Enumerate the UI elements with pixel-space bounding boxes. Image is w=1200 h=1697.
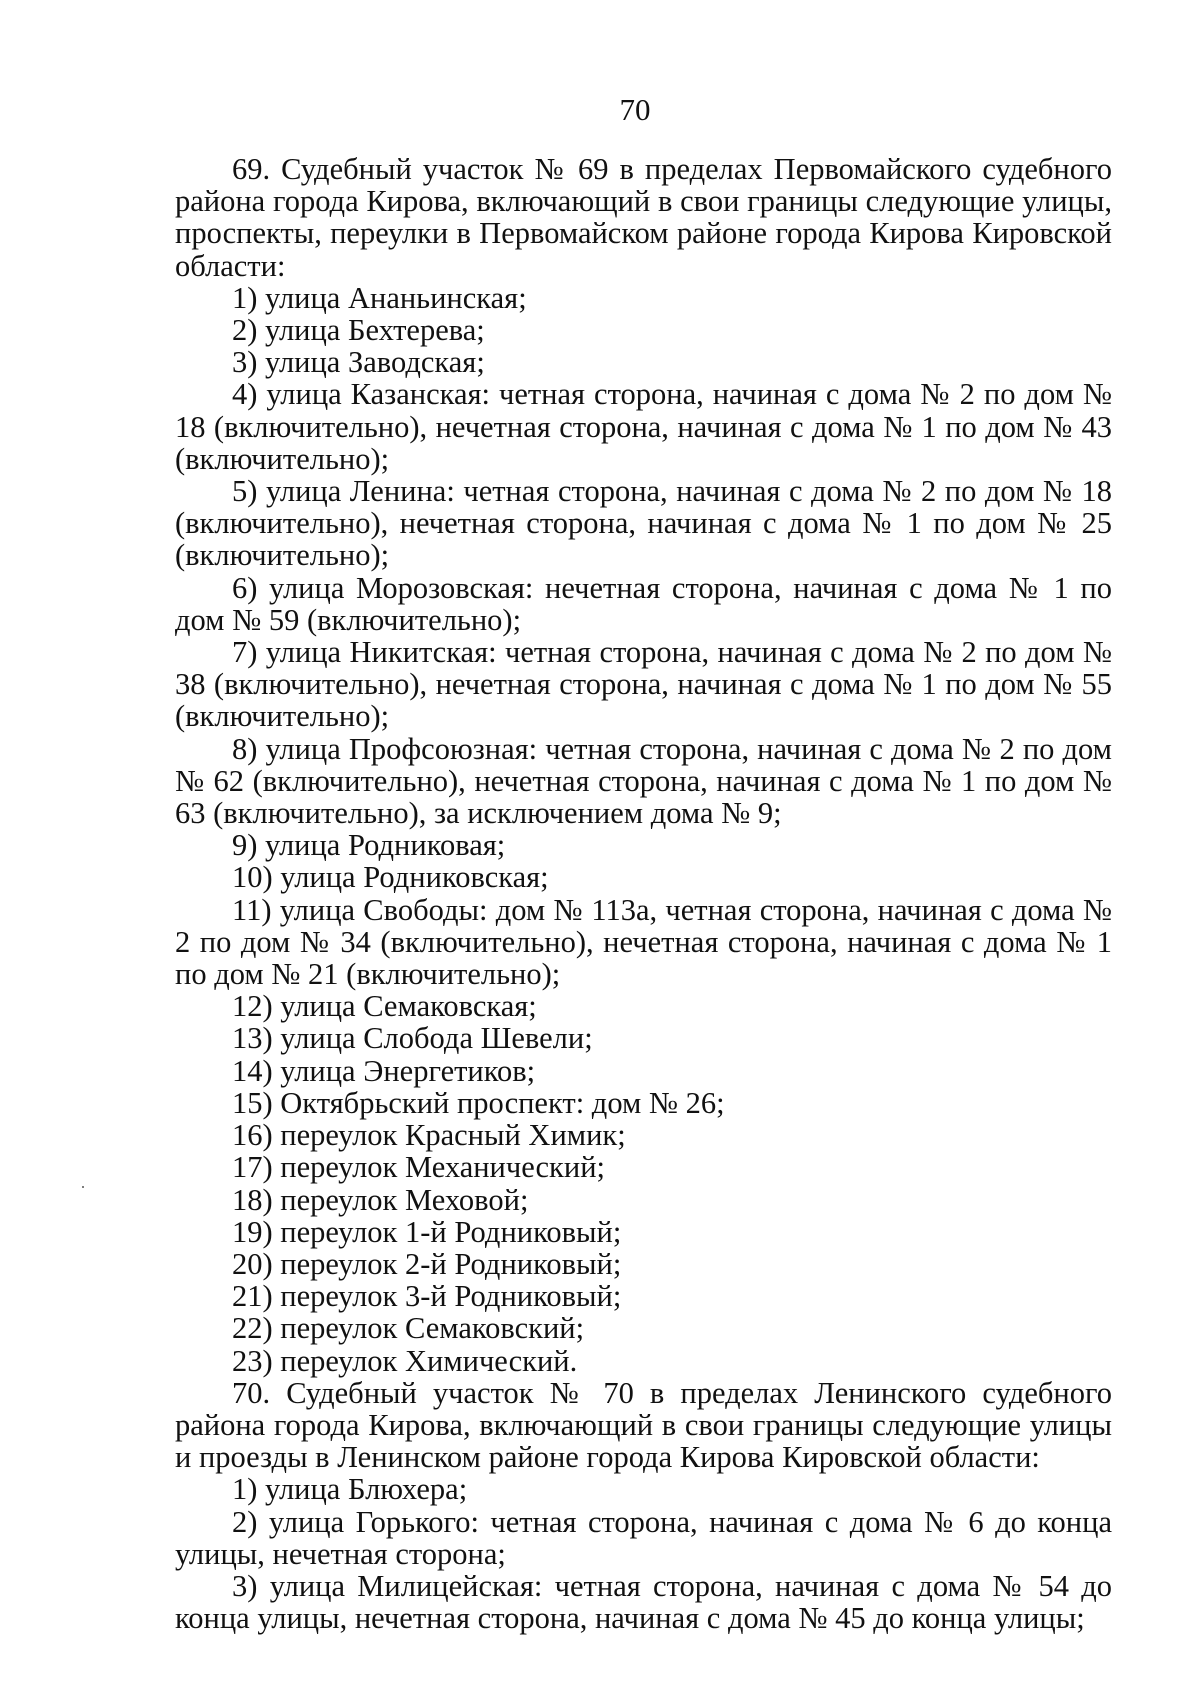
list-item: 3) улица Милицейская: четная сторона, начиная с дома № 54 до конца улицы, нечетная сторона, начиная с дома № 45 до конца улицы;	[175, 1568, 1112, 1636]
list-item: 9) улица Родниковая;	[232, 828, 506, 863]
list-item: 14) улица Энергетиков;	[232, 1053, 536, 1088]
scan-speck	[82, 1186, 84, 1188]
list-item: 12) улица Семаковская;	[232, 989, 537, 1024]
list-item: 13) улица Слобода Шевели;	[232, 1021, 593, 1056]
list-item: 10) улица Родниковская;	[232, 860, 549, 895]
list-item: 2) улица Горького: четная сторона, начиная с дома № 6 до конца улицы, нечетная сторона;	[175, 1504, 1112, 1571]
section-70-intro: 70. Судебный участок № 70 в пределах Ленинского судебного района города Кирова, включающий в свои границы следующие улицы и проезды в Ленинском районе города Кирова Кировской области:	[175, 1375, 1112, 1475]
list-item: 17) переулок Механический;	[232, 1150, 605, 1185]
list-item: 7) улица Никитская: четная сторона, начиная с дома № 2 по дом № 38 (включительно), нечетная сторона, начиная с дома № 1 по дом № 55 (включительно);	[175, 635, 1112, 734]
list-item: 6) улица Морозовская: нечетная сторона, начиная с дома № 1 по дом № 59 (включительно);	[175, 570, 1112, 637]
list-item: 20) переулок 2-й Родниковый;	[232, 1246, 622, 1281]
list-item: 19) переулок 1-й Родниковый;	[232, 1214, 622, 1249]
list-item: 4) улица Казанская: четная сторона, начиная с дома № 2 по дом № 18 (включительно), нечетная сторона, начиная с дома № 1 по дом № 43 (включительно);	[175, 377, 1112, 476]
list-item: 23) переулок Химический.	[232, 1343, 578, 1378]
section-69-intro: 69. Судебный участок № 69 в пределах Первомайского судебного района города Кирова, включающий в свои границы следующие улицы, проспекты, переулки в Первомайском районе города Кирова Кировской области:	[175, 152, 1112, 283]
list-item: 16) переулок Красный Химик;	[232, 1118, 626, 1153]
list-item: 1) улица Блюхера;	[232, 1472, 468, 1507]
list-item: 18) переулок Меховой;	[232, 1182, 529, 1217]
list-item: 8) улица Профсоюзная: четная сторона, начиная с дома № 2 по дом № 62 (включительно), нечетная сторона, начиная с дома № 1 по дом № 63 (включительно), за исключением дома № 9;	[175, 731, 1112, 831]
list-item: 5) улица Ленина: четная сторона, начиная с дома № 2 по дом № 18 (включительно), нечетная сторона, начиная с дома № 1 по дом № 25 (включительно);	[175, 474, 1112, 573]
list-item: 15) Октябрьский проспект: дом № 26;	[232, 1085, 725, 1120]
list-item: 22) переулок Семаковский;	[232, 1311, 585, 1346]
list-item: 11) улица Свободы: дом № 113а, четная сторона, начиная с дома № 2 по дом № 34 (включительно), нечетная сторона, начиная с дома № 1 по дом № 21 (включительно);	[175, 892, 1112, 992]
list-item: 1) улица Ананьинская;	[232, 280, 527, 315]
list-item: 2) улица Бехтерева;	[232, 313, 485, 348]
page-number: 70	[619, 92, 651, 127]
document-body	[175, 153, 1112, 1634]
list-item: 21) переулок 3-й Родниковый;	[232, 1279, 622, 1314]
list-item: 3) улица Заводская;	[232, 345, 485, 380]
